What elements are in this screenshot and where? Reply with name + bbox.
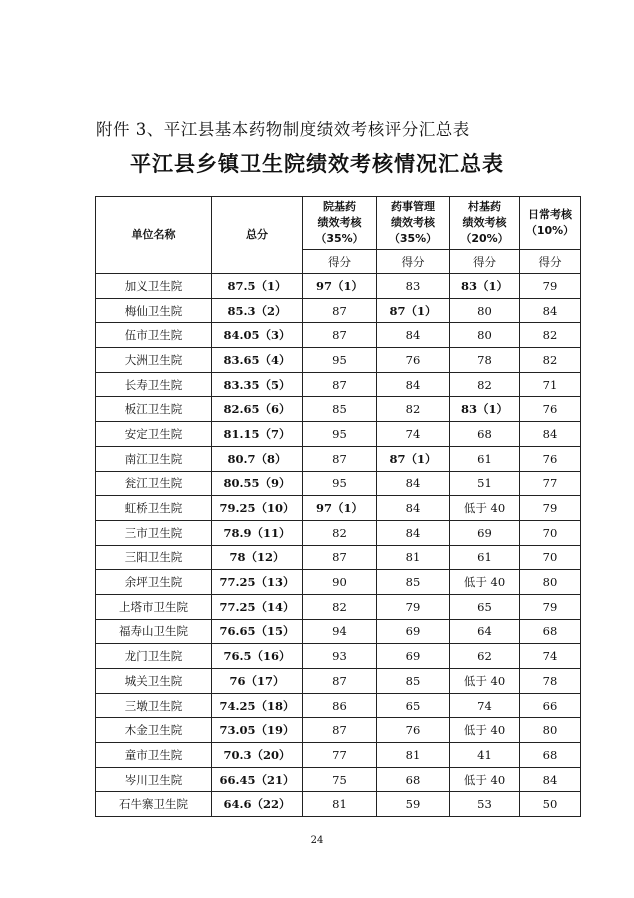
header-total: 总分 xyxy=(212,197,303,274)
pharmacy-mgmt-score-cell: 68 xyxy=(377,767,450,792)
village-drug-score-cell: 68 xyxy=(450,422,520,447)
header-unit-name: 单位名称 xyxy=(96,197,212,274)
pharmacy-mgmt-score-cell: 76 xyxy=(377,718,450,743)
hospital-drug-score-cell: 97（1） xyxy=(303,496,377,521)
pharmacy-mgmt-score-cell: 74 xyxy=(377,422,450,447)
unit-name-cell: 三阳卫生院 xyxy=(96,545,212,570)
hospital-drug-score-cell: 87 xyxy=(303,372,377,397)
total-score-cell: 80.55（9） xyxy=(212,471,303,496)
total-score-cell: 74.25（18） xyxy=(212,693,303,718)
unit-name-cell: 三市卫生院 xyxy=(96,520,212,545)
hospital-drug-score-cell: 87 xyxy=(303,298,377,323)
unit-name-cell: 余坪卫生院 xyxy=(96,570,212,595)
village-drug-score-cell: 低于 40 xyxy=(450,718,520,743)
total-score-cell: 80.7（8） xyxy=(212,446,303,471)
village-drug-score-cell: 78 xyxy=(450,348,520,373)
village-drug-score-cell: 低于 40 xyxy=(450,570,520,595)
total-score-cell: 79.25（10） xyxy=(212,496,303,521)
table-row xyxy=(96,397,581,422)
daily-score-cell: 76 xyxy=(520,446,581,471)
header-score-label: 得分 xyxy=(450,250,520,274)
unit-name-cell: 大洲卫生院 xyxy=(96,348,212,373)
hospital-drug-score-cell: 87 xyxy=(303,446,377,471)
table-row xyxy=(96,693,581,718)
unit-name-cell: 木金卫生院 xyxy=(96,718,212,743)
total-score-cell: 77.25（14） xyxy=(212,594,303,619)
daily-score-cell: 77 xyxy=(520,471,581,496)
total-score-cell: 76（17） xyxy=(212,669,303,694)
daily-score-cell: 66 xyxy=(520,693,581,718)
daily-score-cell: 84 xyxy=(520,767,581,792)
table-row xyxy=(96,274,581,299)
village-drug-score-cell: 64 xyxy=(450,619,520,644)
pharmacy-mgmt-score-cell: 87（1） xyxy=(377,298,450,323)
village-drug-score-cell: 80 xyxy=(450,323,520,348)
table-row xyxy=(96,446,581,471)
pharmacy-mgmt-score-cell: 59 xyxy=(377,792,450,817)
hospital-drug-score-cell: 86 xyxy=(303,693,377,718)
hospital-drug-score-cell: 87 xyxy=(303,718,377,743)
table-row xyxy=(96,718,581,743)
hospital-drug-score-cell: 82 xyxy=(303,594,377,619)
pharmacy-mgmt-score-cell: 82 xyxy=(377,397,450,422)
table-row xyxy=(96,767,581,792)
village-drug-score-cell: 61 xyxy=(450,545,520,570)
header-daily-assessment: 日常考核 （10%） xyxy=(520,197,581,250)
pharmacy-mgmt-score-cell: 87（1） xyxy=(377,446,450,471)
daily-score-cell: 79 xyxy=(520,496,581,521)
unit-name-cell: 岑川卫生院 xyxy=(96,767,212,792)
score-table xyxy=(95,196,581,817)
unit-name-cell: 板江卫生院 xyxy=(96,397,212,422)
village-drug-score-cell: 69 xyxy=(450,520,520,545)
hospital-drug-score-cell: 95 xyxy=(303,422,377,447)
total-score-cell: 76.5（16） xyxy=(212,644,303,669)
total-score-cell: 64.6（22） xyxy=(212,792,303,817)
unit-name-cell: 城关卫生院 xyxy=(96,669,212,694)
hospital-drug-score-cell: 82 xyxy=(303,520,377,545)
daily-score-cell: 71 xyxy=(520,372,581,397)
total-score-cell: 66.45（21） xyxy=(212,767,303,792)
daily-score-cell: 70 xyxy=(520,545,581,570)
pharmacy-mgmt-score-cell: 65 xyxy=(377,693,450,718)
daily-score-cell: 80 xyxy=(520,570,581,595)
header-village-drug: 村基药 绩效考核 （20%） xyxy=(450,197,520,250)
table-row xyxy=(96,743,581,768)
hospital-drug-score-cell: 77 xyxy=(303,743,377,768)
table-row xyxy=(96,422,581,447)
village-drug-score-cell: 51 xyxy=(450,471,520,496)
daily-score-cell: 84 xyxy=(520,422,581,447)
unit-name-cell: 南江卫生院 xyxy=(96,446,212,471)
unit-name-cell: 梅仙卫生院 xyxy=(96,298,212,323)
daily-score-cell: 80 xyxy=(520,718,581,743)
daily-score-cell: 50 xyxy=(520,792,581,817)
hospital-drug-score-cell: 94 xyxy=(303,619,377,644)
hospital-drug-score-cell: 93 xyxy=(303,644,377,669)
table-row xyxy=(96,298,581,323)
unit-name-cell: 上塔市卫生院 xyxy=(96,594,212,619)
village-drug-score-cell: 53 xyxy=(450,792,520,817)
daily-score-cell: 84 xyxy=(520,298,581,323)
village-drug-score-cell: 低于 40 xyxy=(450,496,520,521)
pharmacy-mgmt-score-cell: 84 xyxy=(377,372,450,397)
total-score-cell: 73.05（19） xyxy=(212,718,303,743)
total-score-cell: 87.5（1） xyxy=(212,274,303,299)
table-row xyxy=(96,471,581,496)
daily-score-cell: 78 xyxy=(520,669,581,694)
village-drug-score-cell: 80 xyxy=(450,298,520,323)
village-drug-score-cell: 41 xyxy=(450,743,520,768)
village-drug-score-cell: 62 xyxy=(450,644,520,669)
total-score-cell: 81.15（7） xyxy=(212,422,303,447)
total-score-cell: 78（12） xyxy=(212,545,303,570)
unit-name-cell: 瓮江卫生院 xyxy=(96,471,212,496)
table-row xyxy=(96,372,581,397)
total-score-cell: 78.9（11） xyxy=(212,520,303,545)
village-drug-score-cell: 低于 40 xyxy=(450,767,520,792)
hospital-drug-score-cell: 87 xyxy=(303,669,377,694)
table-row xyxy=(96,323,581,348)
header-score-label: 得分 xyxy=(303,250,377,274)
village-drug-score-cell: 82 xyxy=(450,372,520,397)
daily-score-cell: 82 xyxy=(520,323,581,348)
daily-score-cell: 79 xyxy=(520,594,581,619)
unit-name-cell: 安定卫生院 xyxy=(96,422,212,447)
table-row xyxy=(96,792,581,817)
unit-name-cell: 长寿卫生院 xyxy=(96,372,212,397)
village-drug-score-cell: 61 xyxy=(450,446,520,471)
hospital-drug-score-cell: 75 xyxy=(303,767,377,792)
unit-name-cell: 虹桥卫生院 xyxy=(96,496,212,521)
total-score-cell: 84.05（3） xyxy=(212,323,303,348)
table-title: 平江县乡镇卫生院绩效考核情况汇总表 xyxy=(130,152,504,176)
table-row xyxy=(96,348,581,373)
unit-name-cell: 童市卫生院 xyxy=(96,743,212,768)
unit-name-cell: 龙门卫生院 xyxy=(96,644,212,669)
hospital-drug-score-cell: 85 xyxy=(303,397,377,422)
unit-name-cell: 福寿山卫生院 xyxy=(96,619,212,644)
pharmacy-mgmt-score-cell: 85 xyxy=(377,570,450,595)
table-row xyxy=(96,644,581,669)
total-score-cell: 77.25（13） xyxy=(212,570,303,595)
table-row xyxy=(96,520,581,545)
header-score-label: 得分 xyxy=(377,250,450,274)
daily-score-cell: 70 xyxy=(520,520,581,545)
pharmacy-mgmt-score-cell: 84 xyxy=(377,496,450,521)
hospital-drug-score-cell: 90 xyxy=(303,570,377,595)
daily-score-cell: 74 xyxy=(520,644,581,669)
hospital-drug-score-cell: 87 xyxy=(303,545,377,570)
table-row xyxy=(96,496,581,521)
daily-score-cell: 76 xyxy=(520,397,581,422)
page-number: 24 xyxy=(310,835,324,846)
pharmacy-mgmt-score-cell: 81 xyxy=(377,545,450,570)
total-score-cell: 85.3（2） xyxy=(212,298,303,323)
header-score-label: 得分 xyxy=(520,250,581,274)
daily-score-cell: 79 xyxy=(520,274,581,299)
table-row xyxy=(96,619,581,644)
total-score-cell: 82.65（6） xyxy=(212,397,303,422)
table-row xyxy=(96,545,581,570)
total-score-cell: 83.35（5） xyxy=(212,372,303,397)
header-pharmacy-mgmt: 药事管理 绩效考核 （35%） xyxy=(377,197,450,250)
daily-score-cell: 82 xyxy=(520,348,581,373)
pharmacy-mgmt-score-cell: 83 xyxy=(377,274,450,299)
unit-name-cell: 三墩卫生院 xyxy=(96,693,212,718)
pharmacy-mgmt-score-cell: 79 xyxy=(377,594,450,619)
unit-name-cell: 伍市卫生院 xyxy=(96,323,212,348)
village-drug-score-cell: 74 xyxy=(450,693,520,718)
village-drug-score-cell: 83（1） xyxy=(450,274,520,299)
pharmacy-mgmt-score-cell: 84 xyxy=(377,471,450,496)
table-row xyxy=(96,594,581,619)
unit-name-cell: 加义卫生院 xyxy=(96,274,212,299)
pharmacy-mgmt-score-cell: 84 xyxy=(377,323,450,348)
header-hospital-drug: 院基药 绩效考核 （35%） xyxy=(303,197,377,250)
table-row xyxy=(96,669,581,694)
village-drug-score-cell: 83（1） xyxy=(450,397,520,422)
pharmacy-mgmt-score-cell: 76 xyxy=(377,348,450,373)
pharmacy-mgmt-score-cell: 69 xyxy=(377,644,450,669)
hospital-drug-score-cell: 81 xyxy=(303,792,377,817)
hospital-drug-score-cell: 97（1） xyxy=(303,274,377,299)
daily-score-cell: 68 xyxy=(520,619,581,644)
daily-score-cell: 68 xyxy=(520,743,581,768)
village-drug-score-cell: 低于 40 xyxy=(450,669,520,694)
total-score-cell: 76.65（15） xyxy=(212,619,303,644)
pharmacy-mgmt-score-cell: 85 xyxy=(377,669,450,694)
unit-name-cell: 石牛寨卫生院 xyxy=(96,792,212,817)
total-score-cell: 70.3（20） xyxy=(212,743,303,768)
village-drug-score-cell: 65 xyxy=(450,594,520,619)
table-row xyxy=(96,570,581,595)
pharmacy-mgmt-score-cell: 84 xyxy=(377,520,450,545)
pharmacy-mgmt-score-cell: 81 xyxy=(377,743,450,768)
hospital-drug-score-cell: 95 xyxy=(303,471,377,496)
pharmacy-mgmt-score-cell: 69 xyxy=(377,619,450,644)
hospital-drug-score-cell: 95 xyxy=(303,348,377,373)
attachment-title: 附件 3、平江县基本药物制度绩效考核评分汇总表 xyxy=(96,120,470,139)
hospital-drug-score-cell: 87 xyxy=(303,323,377,348)
total-score-cell: 83.65（4） xyxy=(212,348,303,373)
